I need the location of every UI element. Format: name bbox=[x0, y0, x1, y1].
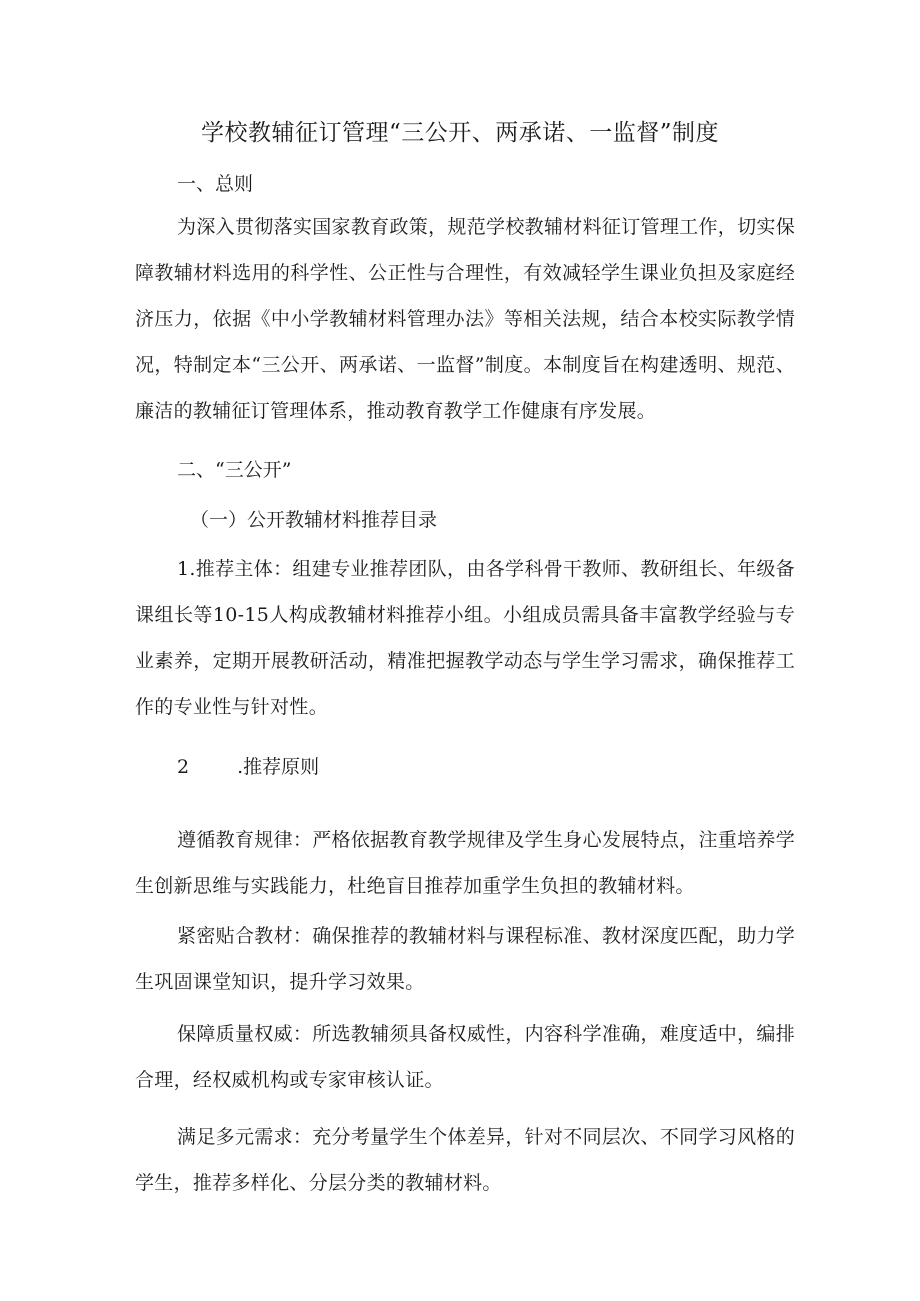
principle-paragraph: 保障质量权威：所选教辅须具备权威性，内容科学准确，难度适中，编排合理，经权威机构或专家审核认证。 bbox=[135, 1023, 795, 1091]
principle-paragraph: 紧密贴合教材：确保推荐的教辅材料与课程标准、教材深度匹配，助力学生巩固课堂知识，提升学习效果。 bbox=[135, 925, 795, 993]
item-number: 1 bbox=[177, 558, 190, 580]
document-title: 学校教辅征订管理“三公开、两承诺、一监督”制度 bbox=[200, 120, 720, 146]
item-number: 2 bbox=[177, 756, 190, 778]
subsection-heading-catalog: （一）公开教辅材料推荐目录 bbox=[190, 509, 438, 531]
item-text: .推荐原则 bbox=[237, 756, 320, 778]
item-recommendation-principles bbox=[177, 753, 319, 781]
item-text: .推荐主体：组建专业推荐团队，由各学科骨干教师、教研组长、年级备课组长等10-15人构成教辅材料推荐小组。小组成员需具备丰富教学经验与专业素养，定期开展教研活动，精准把握教学动态与学生学习需求，确保推荐工作的专业性与针对性。 bbox=[135, 558, 795, 718]
item-recommendation-subject bbox=[135, 546, 795, 730]
principle-paragraph: 遵循教育规律：严格依据教育教学规律及学生身心发展特点，注重培养学生创新思维与实践能力，杜绝盲目推荐加重学生负担的教辅材料。 bbox=[135, 829, 795, 897]
principle-paragraph: 满足多元需求：充分考量学生个体差异，针对不同层次、不同学习风格的学生，推荐多样化、分层分类的教辅材料。 bbox=[135, 1126, 795, 1194]
general-paragraph: 为深入贯彻落实国家教育政策，规范学校教辅材料征订管理工作，切实保障教辅材料选用的科学性、公正性与合理性，有效减轻学生课业负担及家庭经济压力，依据《中小学教辅材料管理办法》等相关法规，结合本校实际教学情况，特制定本“三公开、两承诺、一监督”制度。本制度旨在构建透明、规范、廉洁的教辅征订管理体系，推动教育教学工作健康有序发展。 bbox=[135, 216, 795, 422]
section-heading-three-disclosures: 二、“三公开” bbox=[177, 459, 292, 481]
section-heading-general: 一、总则 bbox=[177, 173, 254, 195]
